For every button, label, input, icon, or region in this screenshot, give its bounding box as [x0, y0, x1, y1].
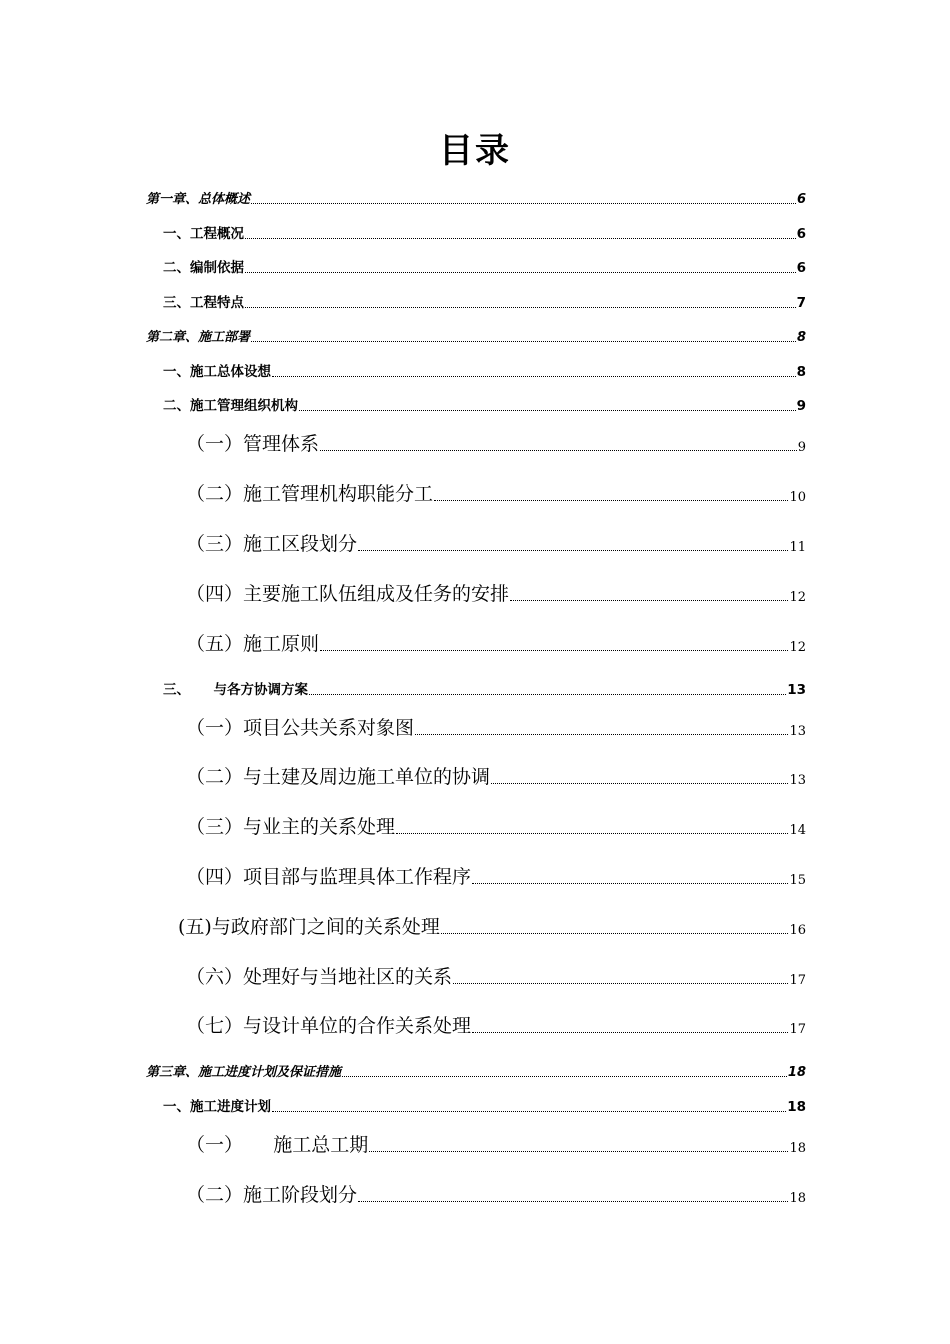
- toc-entry-subsection[interactable]: [186, 761, 806, 789]
- toc-entry-section[interactable]: [163, 678, 806, 698]
- toc-entry-page: 6: [796, 260, 806, 276]
- toc-entry-section[interactable]: [163, 256, 806, 276]
- toc-entry-page: 16: [789, 923, 806, 938]
- dot-leader: [472, 1032, 788, 1033]
- toc-entry-label: （一）管理体系: [186, 433, 320, 455]
- dot-leader: [396, 833, 788, 834]
- toc-entry-page: 9: [796, 398, 806, 414]
- toc-entry-label: (五)与政府部门之间的关系处理: [178, 916, 440, 938]
- toc-entry-label: （四）项目部与监理具体工作程序: [186, 866, 472, 888]
- toc-entry-subsection[interactable]: [186, 1010, 806, 1038]
- toc-entry-subsection[interactable]: [186, 961, 806, 989]
- dot-leader: [251, 341, 796, 342]
- toc-entry-label: （三）与业主的关系处理: [186, 816, 396, 838]
- toc-entry-page: 12: [789, 590, 806, 605]
- dot-leader: [272, 376, 796, 377]
- toc-entry-section[interactable]: [163, 291, 806, 311]
- toc-entry-page: 18: [789, 1191, 806, 1206]
- toc-entry-page: 17: [789, 1022, 806, 1037]
- toc-entry-page: 10: [789, 490, 806, 505]
- toc-entry-chapter[interactable]: [146, 325, 806, 345]
- dot-leader: [320, 450, 797, 451]
- toc-entry-subsection[interactable]: [186, 428, 806, 456]
- dot-leader: [309, 694, 786, 695]
- page-title: 目录: [439, 131, 511, 171]
- toc-entry-subsection[interactable]: [186, 578, 806, 606]
- dot-leader: [510, 600, 788, 601]
- toc-entry-label: 一、施工总体设想: [163, 364, 271, 380]
- toc-entry-label: 一、工程概况: [163, 226, 244, 242]
- toc-entry-chapter[interactable]: [146, 1060, 806, 1080]
- toc-entry-subsection[interactable]: [186, 1129, 806, 1157]
- toc-entry-page: 13: [789, 773, 806, 788]
- toc-entry-subsection[interactable]: [186, 528, 806, 556]
- dot-leader: [472, 883, 788, 884]
- dot-leader: [299, 410, 796, 411]
- toc-entry-page: 8: [796, 330, 806, 345]
- toc-entry-page: 12: [789, 640, 806, 655]
- toc-entry-page: 7: [796, 295, 806, 311]
- toc-entry-subsection[interactable]: [186, 478, 806, 506]
- dot-leader: [369, 1151, 788, 1152]
- toc-entry-page: 6: [796, 192, 806, 207]
- toc-entry-page: 6: [796, 226, 806, 242]
- toc-entry-label: （五）施工原则: [186, 633, 320, 655]
- dot-leader: [320, 650, 788, 651]
- toc-entry-section[interactable]: [163, 1095, 806, 1115]
- toc-entry-label: 二、编制依据: [163, 260, 244, 276]
- toc-entry-label: （二）与土建及周边施工单位的协调: [186, 766, 491, 788]
- toc-entry-label: （一）项目公共关系对象图: [186, 717, 415, 739]
- toc-entry-label: 第三章、施工进度计划及保证措施: [146, 1065, 342, 1080]
- toc-entry-subsection[interactable]: [186, 811, 806, 839]
- toc-entry-page: 18: [789, 1141, 806, 1156]
- toc-entry-page: 17: [789, 973, 806, 988]
- toc-entry-label: （一） 施工总工期: [186, 1134, 369, 1156]
- dot-leader: [441, 933, 789, 934]
- toc-entry-section[interactable]: [163, 222, 806, 242]
- toc-entry-page: 15: [789, 873, 806, 888]
- dot-leader: [245, 238, 796, 239]
- toc-entry-page: 13: [789, 724, 806, 739]
- toc-entry-subsection[interactable]: [186, 628, 806, 656]
- toc-entry-label: （二）施工阶段划分: [186, 1184, 358, 1206]
- toc-entry-label: 第二章、施工部署: [146, 330, 251, 345]
- toc-entry-label: 一、施工进度计划: [163, 1099, 271, 1115]
- toc-entry-page: 11: [789, 540, 806, 555]
- dot-leader: [415, 734, 788, 735]
- toc-entry-label: （七）与设计单位的合作关系处理: [186, 1015, 472, 1037]
- dot-leader: [272, 1111, 786, 1112]
- toc-entry-subsection[interactable]: [186, 861, 806, 889]
- toc-entry-label: （四）主要施工队伍组成及任务的安排: [186, 583, 510, 605]
- dot-leader: [453, 983, 788, 984]
- toc-entry-section[interactable]: [163, 360, 806, 380]
- toc-entry-label: （六）处理好与当地社区的关系: [186, 966, 453, 988]
- dot-leader: [245, 272, 796, 273]
- dot-leader: [358, 1201, 788, 1202]
- toc-entry-page: 14: [789, 823, 806, 838]
- toc-entry-page: 13: [787, 682, 806, 698]
- toc-entry-subsection[interactable]: [178, 911, 806, 939]
- toc-entry-page: 8: [796, 364, 806, 380]
- toc-entry-label: 第一章、总体概述: [146, 192, 251, 207]
- toc-entry-subsection[interactable]: [186, 1179, 806, 1207]
- toc-entry-page: 18: [787, 1099, 806, 1115]
- toc-entry-label: （三）施工区段划分: [186, 533, 358, 555]
- dot-leader: [245, 307, 796, 308]
- toc-entry-label: 二、施工管理组织机构: [163, 398, 298, 414]
- dot-leader: [342, 1076, 787, 1077]
- toc-entry-section[interactable]: [163, 394, 806, 414]
- toc-entry-label: 三、 与各方协调方案: [163, 682, 308, 698]
- toc-entry-chapter[interactable]: [146, 187, 806, 207]
- dot-leader: [434, 500, 788, 501]
- toc-entry-page: 18: [787, 1065, 806, 1080]
- toc-entry-page: 9: [797, 440, 806, 455]
- toc-entry-label: 三、工程特点: [163, 295, 244, 311]
- toc-entry-subsection[interactable]: [186, 712, 806, 740]
- dot-leader: [358, 550, 788, 551]
- dot-leader: [251, 203, 796, 204]
- toc-entry-label: （二）施工管理机构职能分工: [186, 483, 434, 505]
- dot-leader: [491, 783, 788, 784]
